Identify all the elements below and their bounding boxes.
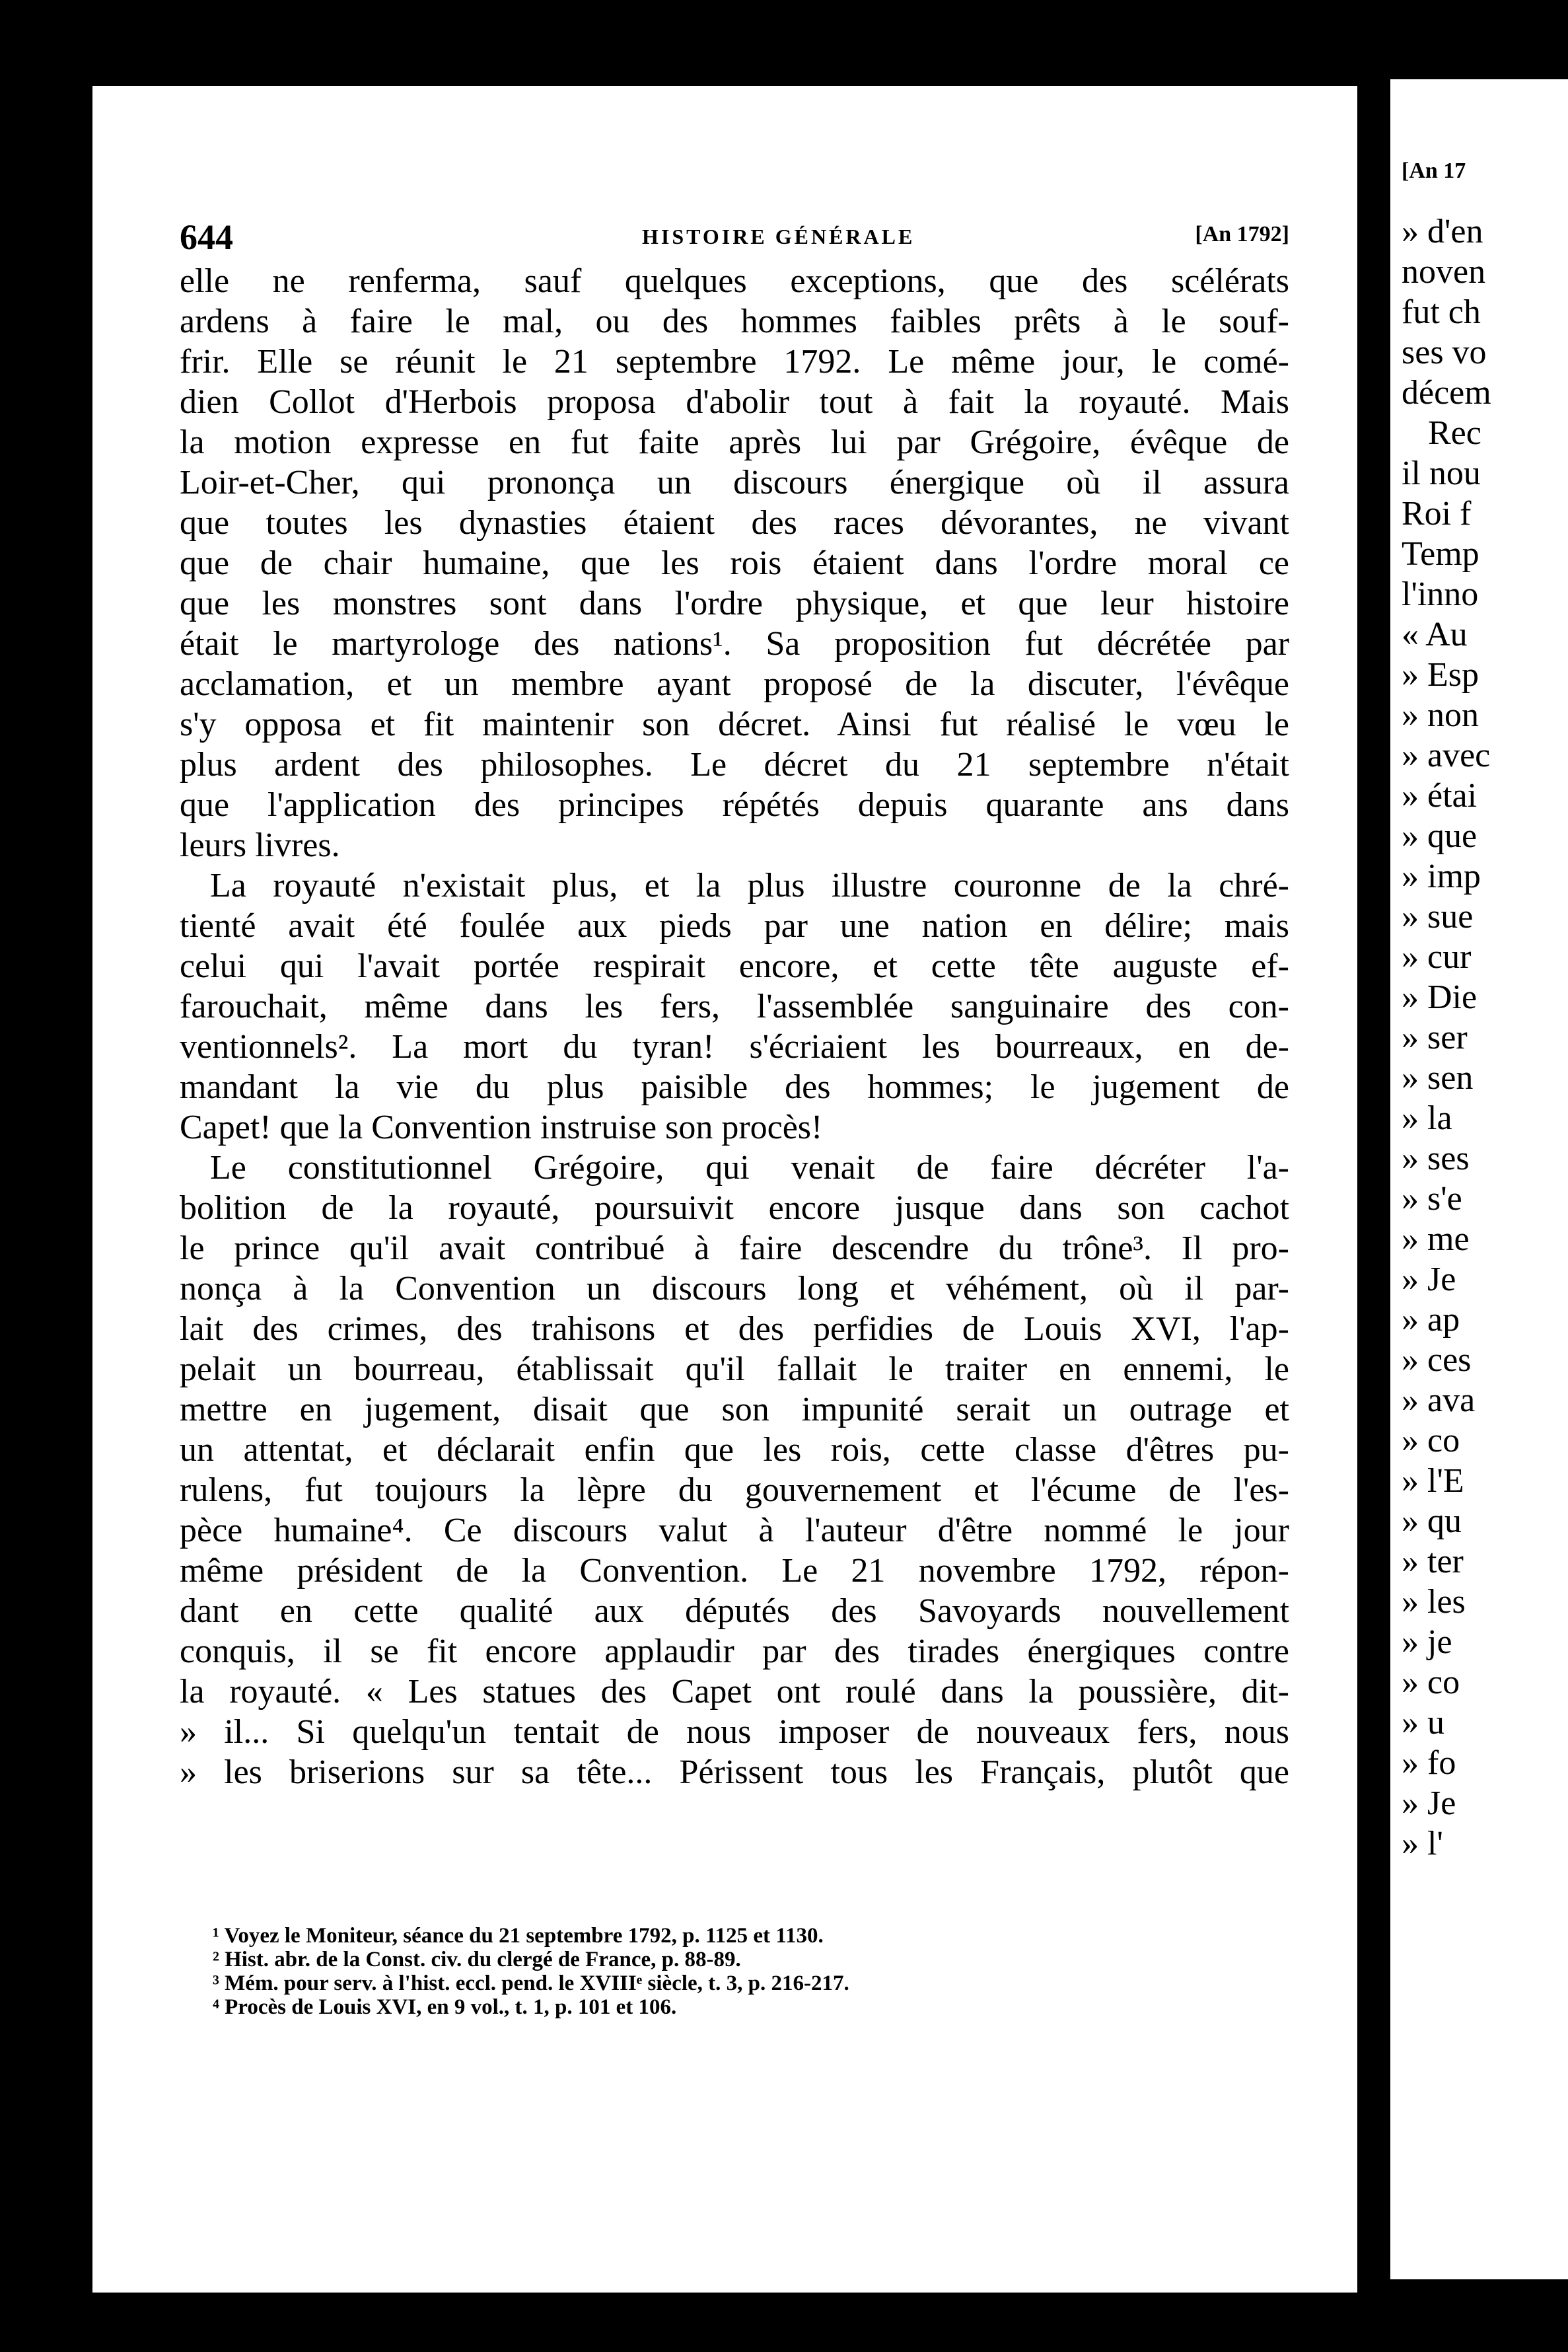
text-line: celui qui l'avait portée respirait encore, et cette tête auguste ef- (180, 947, 1289, 985)
text-line: tienté avait été foulée aux pieds par une nation en délire; mais (180, 907, 1289, 945)
right-line: » s'e (1402, 1180, 1462, 1218)
right-line: » ces (1402, 1341, 1472, 1379)
text-line: pelait un bourreau, établissait qu'il fallait le traiter en ennemi, le (180, 1350, 1289, 1388)
right-line: » me (1402, 1220, 1470, 1258)
text-line: rulens, fut toujours la lèpre du gouvernement et l'écume de l'es- (180, 1471, 1289, 1509)
text-line: ardens à faire le mal, ou des hommes faibles prêts à le souf- (180, 303, 1289, 340)
text-line: » les briserions sur sa tête... Périssent tous les Français, plutôt que (180, 1753, 1289, 1791)
text-line: acclamation, et un membre ayant proposé de la discuter, l'évêque (180, 665, 1289, 703)
footnote: ² Hist. abr. de la Const. civ. du clergé de France, p. 88-89. (213, 1948, 741, 1971)
footnotes (213, 1924, 1269, 2019)
page-number: 644 (180, 217, 233, 257)
text-line: elle ne renferma, sauf quelques exceptions, que des scélérats (180, 262, 1289, 300)
text-line: que les monstres sont dans l'ordre physique, et que leur histoire (180, 585, 1289, 622)
right-line: » les (1402, 1583, 1466, 1621)
right-line: » u (1402, 1704, 1444, 1742)
right-line: » qu (1402, 1502, 1462, 1540)
right-line: ses vo (1402, 334, 1487, 371)
text-line: plus ardent des philosophes. Le décret du 21 septembre n'était (180, 746, 1289, 784)
header-year: [An 1792] (1195, 222, 1289, 246)
right-line: » je (1402, 1623, 1452, 1661)
text-line: dien Collot d'Herbois proposa d'abolir tout à fait la royauté. Mais (180, 383, 1289, 421)
text-line: mettre en jugement, disait que son impunité serait un outrage et (180, 1391, 1289, 1428)
text-line: le prince qu'il avait contribué à faire descendre du trône³. Il pro- (180, 1230, 1289, 1267)
right-line: fut ch (1402, 293, 1481, 331)
right-line: » Je (1402, 1784, 1456, 1822)
right-line: » l' (1402, 1825, 1443, 1862)
right-line: » avec (1402, 737, 1491, 774)
text-line: la motion expresse en fut faite après lui par Grégoire, évêque de (180, 423, 1289, 461)
text-line: leurs livres. (180, 827, 340, 864)
text-line: était le martyrologe des nations¹. Sa proposition fut décrétée par (180, 625, 1289, 663)
right-line: » ses (1402, 1140, 1470, 1177)
right-line: Temp (1402, 535, 1479, 573)
right-line: » ser (1402, 1019, 1468, 1056)
right-line: » que (1402, 817, 1478, 855)
text-line: même président de la Convention. Le 21 novembre 1792, répon- (180, 1552, 1289, 1590)
text-line: dant en cette qualité aux députés des Savoyards nouvellement (180, 1592, 1289, 1630)
right-line: » ter (1402, 1543, 1464, 1580)
footnote: ³ Mém. pour serv. à l'hist. eccl. pend. le XVIIIᵉ siècle, t. 3, p. 216-217. (213, 1971, 849, 1995)
right-line: » fo (1402, 1744, 1456, 1782)
text-line: pèce humaine⁴. Ce discours valut à l'auteur d'être nommé le jour (180, 1512, 1289, 1549)
right-line: » co (1402, 1422, 1460, 1459)
footnote: ¹ Voyez le Moniteur, séance du 21 septembre 1792, p. 1125 et 1130. (213, 1924, 824, 1948)
text-line: Capet! que la Convention instruise son procès! (180, 1109, 823, 1146)
main-text (180, 261, 1289, 1792)
text-line: la royauté. « Les statues des Capet ont roulé dans la poussière, dit- (180, 1673, 1289, 1710)
right-line: » l'E (1402, 1462, 1464, 1500)
right-line: » d'en (1402, 213, 1483, 250)
right-page-header: [An 17 (1402, 159, 1466, 183)
text-line: » il... Si quelqu'un tentait de nous imposer de nouveaux fers, nous (180, 1713, 1289, 1751)
right-line: » ap (1402, 1301, 1460, 1339)
footnote: ⁴ Procès de Louis XVI, en 9 vol., t. 1, p. 101 et 106. (213, 1995, 677, 2019)
text-line: farouchait, même dans les fers, l'assemblée sanguinaire des con- (180, 988, 1289, 1025)
text-line: ventionnels². La mort du tyran! s'écriaient les bourreaux, en de- (180, 1028, 1289, 1066)
text-line: que de chair humaine, que les rois étaient dans l'ordre moral ce (180, 544, 1289, 582)
text-line: que toutes les dynasties étaient des races dévorantes, ne vivant (180, 504, 1289, 542)
right-line: » cur (1402, 938, 1472, 976)
text-line: mandant la vie du plus paisible des hommes; le jugement de (180, 1068, 1289, 1106)
text-line: conquis, il se fit encore applaudir par des tirades énergiques contre (180, 1633, 1289, 1670)
text-line: un attentat, et déclarait enfin que les rois, cette classe d'êtres pu- (180, 1431, 1289, 1469)
right-line: il nou (1402, 455, 1481, 492)
right-line: Rec (1428, 414, 1481, 452)
text-line: que l'application des principes répétés depuis quarante ans dans (180, 786, 1289, 824)
text-line: s'y opposa et fit maintenir son décret. Ainsi fut réalisé le vœu le (180, 706, 1289, 743)
right-line: « Au (1402, 616, 1468, 653)
right-line: noven (1402, 253, 1486, 291)
running-header (180, 217, 1289, 263)
right-page-text (1402, 211, 1568, 1864)
text-line: nonça à la Convention un discours long et véhément, où il par- (180, 1270, 1289, 1307)
right-line: l'inno (1402, 575, 1479, 613)
right-line: » étai (1402, 777, 1478, 815)
right-line: Roi f (1402, 495, 1472, 533)
right-line: » Die (1402, 978, 1478, 1016)
right-line: » la (1402, 1099, 1452, 1137)
right-line: » sue (1402, 898, 1474, 936)
right-line: » imp (1402, 858, 1481, 895)
text-line: bolition de la royauté, poursuivit encore jusque dans son cachot (180, 1189, 1289, 1227)
text-line: frir. Elle se réunit le 21 septembre 1792. Le même jour, le comé- (180, 343, 1289, 381)
text-line: lait des crimes, des trahisons et des perfidies de Louis XVI, l'ap- (180, 1310, 1289, 1348)
right-line: décem (1402, 374, 1491, 412)
right-line: » ava (1402, 1381, 1476, 1419)
right-line: » Je (1402, 1261, 1456, 1298)
text-line: Le constitutionnel Grégoire, qui venait de faire décréter l'a- (210, 1149, 1289, 1187)
text-line: Loir-et-Cher, qui prononça un discours énergique où il assura (180, 464, 1289, 501)
right-line: » Esp (1402, 656, 1479, 694)
running-title: HISTOIRE GÉNÉRALE (642, 225, 915, 248)
right-line: » co (1402, 1664, 1460, 1701)
right-line: » non (1402, 696, 1479, 734)
text-line: La royauté n'existait plus, et la plus illustre couronne de la chré- (210, 867, 1289, 904)
right-line: » sen (1402, 1059, 1474, 1097)
